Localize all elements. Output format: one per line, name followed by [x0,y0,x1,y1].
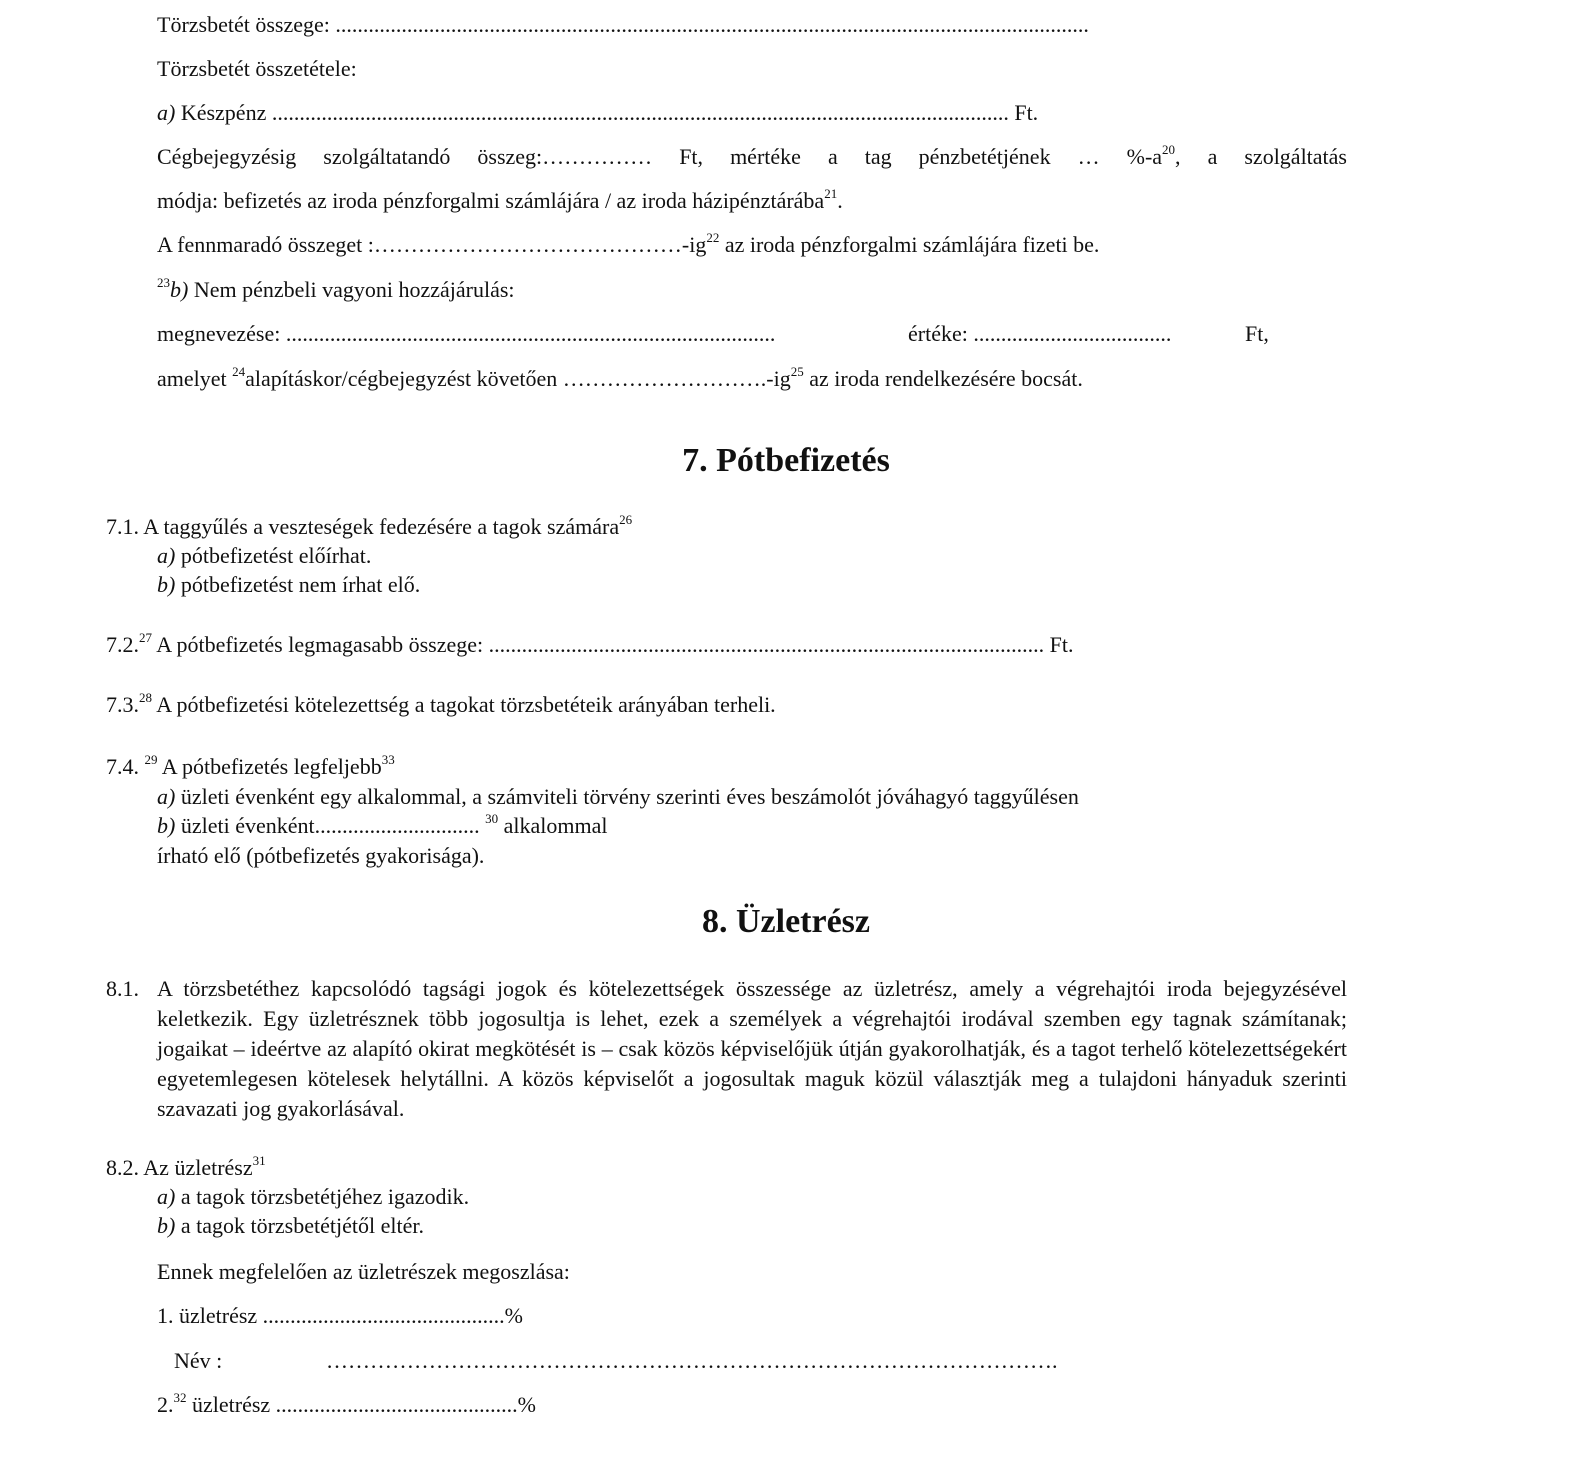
p74-option-b: b) üzleti évenként.............................. $^{30}$ alkalommal [157,810,608,838]
p82-option-a: a) a tagok törzsbetétjéhez igazodik. [157,1184,470,1209]
p71-line: 7.1. A taggyűlés a veszteségek fedezésére a tagok számára$^{26}$ [106,511,633,539]
uzletresz-1-line: 1. üzletrész ............................................% [157,1303,523,1328]
p82-line: 8.2. Az üzletrész$^{31}$ [106,1152,266,1180]
torzsbetet-osszetetele-line: Törzsbetét összetétele: [157,56,357,81]
uzletresz-megoszlas-line: Ennek megfelelően az üzletrészek megoszlása: [157,1259,570,1284]
p71-option-a: a) pótbefizetést előírhat. [157,543,372,568]
p72-line: 7.2.27 A pótbefizetés legmagasabb összege: ..................................................................................................... Ft. [106,629,1074,657]
p73-line: 7.3.28 A pótbefizetési kötelezettség a tagokat törzsbetéteik arányában terheli. [106,689,776,717]
nem-penzbeli-line: $^{23}$b) Nem pénzbeli vagyoni hozzájárulás: [157,274,515,302]
p81-paragraph: A törzsbetéthez kapcsolódó tagsági jogok és kötelezettségek összessége az üzletrész, amely a végrehajtói iroda bejegyzésével keletkezik. Egy üzletrésznek több jogosultja is lehet, ezek a személyek a végrehajtói irodával szemben egy tagnak számítanak; jogaikat – ideértve az alapító okirat megkötését is – csak közös képviselőjük útján gyakorolhatják, és a tagot terhelő kötelezettségekért egyetemlegesen kötelesek helytállni. A közös képviselőt a jogosultak maguk közül választják meg a tulajdoni hányaduk szerinti szavazati jog gyakorlásával. [157,976,1347,1121]
megnevezese-line: megnevezése: ......................................................................................... értéke: .................................... Ft, [157,321,1269,346]
uzletresz-2-line: 2.32 üzletrész ............................................% [157,1389,536,1417]
p81-lead: 8.1. [106,976,139,1001]
cegbejegyzesig-line: Cégbejegyzésig szolgáltatandó összeg:…………… Ft, mértéke a tag pénzbetétjének … $\%-a^{20}$, a szolgáltatás [157,141,1347,169]
amelyet-line: amelyet $^{24}$alapításkor/cégbejegyzést követően $\dots\dots\dots\dots\dots\dots\dots\dots\dots.-ig^{25}$ az iroda rendelkezésére bocsát. [157,363,1083,391]
p71-option-b: b) pótbefizetést nem írhat elő. [157,572,421,597]
nev-line: Név : ………………………………………………………………………………………. [174,1348,1058,1373]
p82-option-b: b) a tagok törzsbetétjétől eltér. [157,1213,424,1238]
p74-option-a: a) üzleti évenként egy alkalommal, a számviteli törvény szerinti éves beszámolót jóváhagyó taggyűlésen [157,784,1079,809]
p74-tail: írható elő (pótbefizetés gyakorisága). [157,843,485,868]
torzsbetet-osszege-line: Törzsbetét összege: ......................................................................................................................................... [157,12,1089,37]
p74-line: 7.4. $^{29}$ A pótbefizetés legfeljebb$^{33}$ [106,751,395,779]
section-7-heading: 7. Pótbefizetés [682,442,890,479]
fennmarado-osszeg-line: A fennmaradó összeget $:\dots\dots\dots\dots\dots\dots\dots\dots\dots\dots\dots\dots\dots\dots-ig^{22}$ az iroda pénzforgalmi számlájára fizeti be. [157,229,1100,257]
keszpenz-line: a) Készpénz ...................................................................................................................................... Ft. [157,100,1039,125]
section-8-heading: 8. Üzletrész [701,903,870,940]
szolgaltatas-modja-line: módja: befizetés az iroda pénzforgalmi számlájára / az iroda házipénztárába$^{21}$. [157,185,843,213]
